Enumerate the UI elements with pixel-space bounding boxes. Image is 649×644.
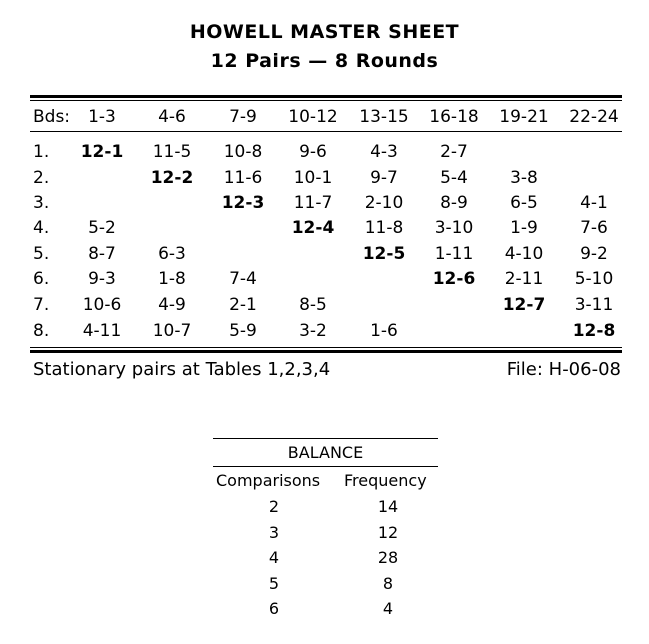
balance-comparisons-value: 6 — [268, 599, 280, 618]
header-rule — [30, 131, 622, 132]
balance-frequency-value: 4 — [382, 599, 394, 618]
table-cell: 8-7 — [88, 244, 116, 264]
header-boards: 1-3 — [88, 107, 116, 127]
header-boards: 10-12 — [288, 107, 338, 127]
table-cell: 4-1 — [580, 193, 608, 213]
bottom-rule-thick — [30, 350, 622, 353]
header-boards: 16-18 — [429, 107, 479, 127]
row-label: 1. — [33, 142, 50, 162]
table-cell: 9-7 — [370, 168, 398, 188]
table-cell: 4-11 — [82, 321, 122, 341]
table-cell: 5-4 — [440, 168, 468, 188]
page-title: HOWELL MASTER SHEET — [189, 21, 460, 43]
row-label: 3. — [33, 193, 50, 213]
stationary-note: Stationary pairs at Tables 1,2,3,4 — [33, 359, 331, 380]
header-boards: 22-24 — [569, 107, 619, 127]
table-cell: 7-6 — [580, 218, 608, 238]
table-cell: 2-7 — [440, 142, 468, 162]
table-cell: 5-9 — [229, 321, 257, 341]
balance-col-frequency: Frequency — [344, 471, 427, 490]
table-cell: 8-5 — [299, 295, 327, 315]
table-cell: 5-2 — [88, 218, 116, 238]
table-cell: 4-9 — [158, 295, 186, 315]
balance-col-comparisons: Comparisons — [216, 471, 321, 490]
table-cell: 4-10 — [504, 244, 544, 264]
balance-frequency-value: 28 — [377, 548, 399, 567]
balance-comparisons-value: 3 — [268, 523, 280, 542]
table-cell: 1-11 — [434, 244, 474, 264]
balance-comparisons-value: 4 — [268, 548, 280, 567]
balance-comparisons-value: 2 — [268, 497, 280, 516]
table-cell: 11-6 — [223, 168, 263, 188]
row-label: 6. — [33, 269, 50, 289]
table-cell: 11-8 — [364, 218, 404, 238]
table-cell: 10-1 — [293, 168, 333, 188]
table-cell: 11-5 — [152, 142, 192, 162]
table-cell: 12-6 — [432, 269, 476, 289]
header-label: Bds: — [33, 107, 71, 127]
table-cell: 9-6 — [299, 142, 327, 162]
table-cell: 12-3 — [221, 193, 265, 213]
header-boards: 19-21 — [499, 107, 549, 127]
header-boards: 7-9 — [229, 107, 257, 127]
table-cell: 12-1 — [80, 142, 124, 162]
header-boards: 13-15 — [359, 107, 409, 127]
balance-frequency-value: 8 — [382, 574, 394, 593]
balance-top-rule — [213, 438, 438, 439]
row-label: 8. — [33, 321, 50, 341]
table-cell: 3-11 — [574, 295, 614, 315]
table-cell: 12-8 — [572, 321, 616, 341]
table-cell: 9-2 — [580, 244, 608, 264]
table-cell: 10-8 — [223, 142, 263, 162]
table-cell: 12-7 — [502, 295, 546, 315]
table-cell: 12-4 — [291, 218, 335, 238]
balance-title: BALANCE — [287, 443, 364, 462]
table-cell: 2-1 — [229, 295, 257, 315]
table-cell: 3-2 — [299, 321, 327, 341]
table-cell: 2-10 — [364, 193, 404, 213]
table-cell: 6-3 — [158, 244, 186, 264]
header-boards: 4-6 — [158, 107, 186, 127]
table-cell: 2-11 — [504, 269, 544, 289]
table-cell: 10-7 — [152, 321, 192, 341]
balance-comparisons-value: 5 — [268, 574, 280, 593]
top-rule-thin — [30, 100, 622, 101]
bottom-rule-thin — [30, 347, 622, 348]
table-cell: 3-10 — [434, 218, 474, 238]
row-label: 7. — [33, 295, 50, 315]
table-cell: 1-8 — [158, 269, 186, 289]
table-cell: 6-5 — [510, 193, 538, 213]
row-label: 4. — [33, 218, 50, 238]
table-cell: 3-8 — [510, 168, 538, 188]
balance-header-rule — [213, 466, 438, 467]
table-cell: 12-2 — [150, 168, 194, 188]
top-rule-thick — [30, 95, 622, 98]
table-cell: 8-9 — [440, 193, 468, 213]
table-cell: 7-4 — [229, 269, 257, 289]
table-cell: 4-3 — [370, 142, 398, 162]
page-subtitle: 12 Pairs — 8 Rounds — [210, 50, 439, 72]
table-cell: 1-9 — [510, 218, 538, 238]
row-label: 5. — [33, 244, 50, 264]
table-cell: 10-6 — [82, 295, 122, 315]
table-cell: 12-5 — [362, 244, 406, 264]
table-cell: 11-7 — [293, 193, 333, 213]
file-reference: File: H-06-08 — [506, 359, 621, 380]
balance-frequency-value: 14 — [377, 497, 399, 516]
balance-frequency-value: 12 — [377, 523, 399, 542]
table-cell: 5-10 — [574, 269, 614, 289]
table-cell: 9-3 — [88, 269, 116, 289]
row-label: 2. — [33, 168, 50, 188]
table-cell: 1-6 — [370, 321, 398, 341]
